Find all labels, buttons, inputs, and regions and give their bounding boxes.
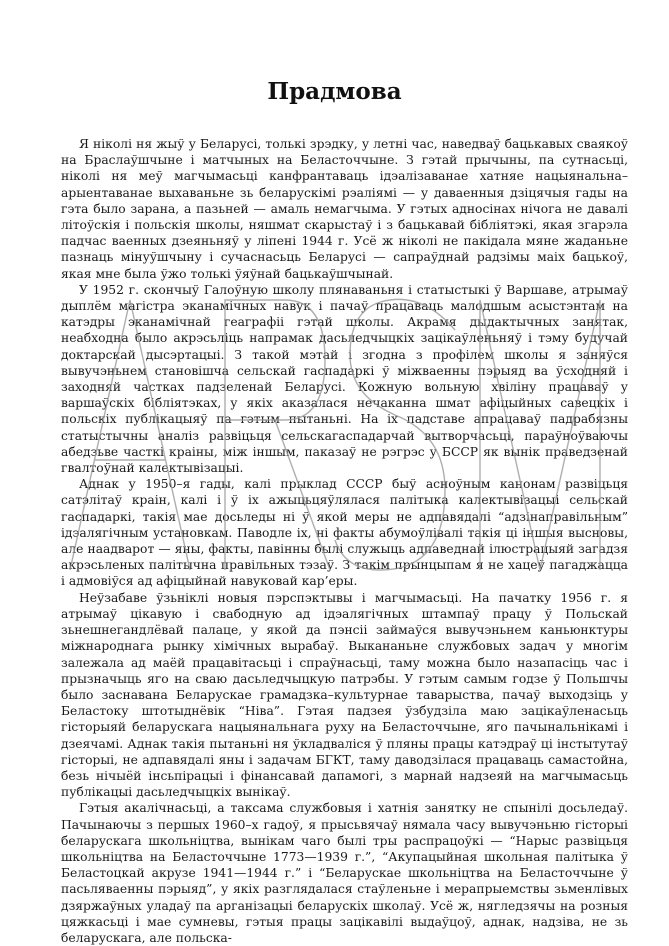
- body-text: [61, 136, 628, 946]
- paragraph-5: Гэтыя акалічнасьці, а таксама службовыя і хатнія занятку не спынілі досьледаў. Пачынаючы з першых 1960–х гадоў, я прысьвячаў нямала часу вывучэньню гісторыі беларускага школьніцтва, вынікам чаго былі тры распрацоўкі — “Нарыс развіцьця школьніцтва на Беласточчыне 1773—1939 г.”, “Акупацыйная школьная палітыка ў Беластоцкай акрузе 1941—1944 г.” і “Беларускае школьніцтва на Беласточчыне ў пасьляваенны пэрыяд”, у якіх разглядалася стаўленьне і мерапрыемствы зьменлівых дзяржаўных уладаў па арганізацыі беларускіх школаў. Усё ж, нягледзячы на розныя цяжкасьці і мае сумневы, гэтыя працы зацікавілі выдаўцоў, аднак, надзіва, не зь беларускага, але польска-: [61, 801, 628, 945]
- paragraph-2: У 1952 г. скончыў Галоўную школу плянаваньня і статыстыкі ў Варшаве, атрымаў дыплём магістра эканамічных навук і пачаў працаваць малодшым асыстэнтам на катэдры эканамічнай геаграфіі гэтай школы. Акрамя дыдактычных занятак, неабходна было акрэсьліць напрамак дасьледчыцкіх зацікаўленьняў і тэму будучай доктарскай дысэртацыі. З такой мэтай і згодна з профілем школы я заняўся вывучэньнем становішча сельскай гаспадаркі ў міжваенны пэрыяд ва ўсходняй і заходняй частках падзеленай Беларусі. Кожную вольную хвіліну працаваў у варшаўскіх бібліятэках, у якіх аказалася нечаканна шмат афіцыйных савецкіх і польскіх публікацыяў па гэтым пытаньні. На іх падставе апрацаваў падрабязны статыстычны аналіз развіцьця сельскагаспадарчай вытворчасьці, параўноўваючы абедзьве часткі краіны, між іншым, паказаў не рэгрэс у БССР як вынік праведзенай гвалтоўнай калектывізацыі.: [61, 282, 628, 476]
- paragraph-4: Неўзабаве ўзьніклі новыя пэрспэктывы і магчымасьці. На пачатку 1956 г. я атрымаў цікавую і свабодную ад ідэалягічных штампаў працу ў Польскай зьнешнегандлёвай палаце, у якой да пэнсіі займаўся вывучэньнем каньюнктуры міжнароднага рынку хімічных вырабаў. Выкананьне службовых задач у многім залежала ад маёй працавітасьці і спраўнасьці, таму можна было назапасіць час і прызначыць яго на сваю дасьледчыцкую патрэбы. У гэтым самым годзе ў Польшчы было заснавана Беларускае грамадзка–культурнае таварыства, пачаў выходзіць у Беластоку штотыднёвік “Ніва”. Гэтая падзея ўзбудзіла маю зацікаўленасьць гісторыяй беларускага нацыянальнага руху на Беласточчыне, яго пачынальнікамі і дзеячамі. Аднак такія пытаньні ня ўкладваліся ў пляны працы катэдраў ці інстытутаў гісторыі, не адпавядалі яны і задачам БГКТ, таму даводзілася працаваць самастойна, безь нічыёй інсьпірацыі і фінансавай дапамогі, з марнай надзеяй на магчымасьць публікацыі дасьледчыцкіх вынікаў.: [61, 590, 628, 800]
- page-title: Прадмова: [267, 78, 402, 105]
- paragraph-1: Я ніколі ня жыў у Беларусі, толькі зрэдку, у летні час, наведваў бацькавых сваякоў на Браслаўшчыне і матчыных на Беласточчыне. З гэтай прычыны, па сутнасьці, ніколі ня меў магчымасьці канфрантаваць ідэалізаванае хатняе нацыянальна–арыентаванае выхаваньне зь беларускімі рэаліямі — у даваенныя дзіцячыя гады на гэта было зарана, а пазьней — амаль немагчыма. У гэтых адносінах нічога не давалі літоўскія і польскія школы, няшмат скарыстаў і з бацькавай бібліятэкі, якая згарэла падчас ваенных дзеяньняў у ліпені 1944 г. Усё ж ніколі не пакідала мяне жаданьне пазнаць мінуўшчыну і сучаснасьць Беларусі — сапраўднай радзімы маіх бацькоў, якая мне была ўжо толькі ўяўнай бацькаўшчынай.: [61, 137, 628, 281]
- paragraph-3: Аднак у 1950–я гады, калі прыклад СССР быў асноўным канонам развіцьця сатэлітаў краін, калі і ў іх ажыцьцяўлялася палітыка калектывізацыі сельскай гаспадаркі, такія мае досьледы ні ў якой меры не адпавядалі “адзінаправільным” ідэалягічным установкам. Паводле іх, ні факты абумоўлівалі такія ці іншыя высновы, але наадварот — яны, факты, павінны былі служыць адпаведнай ілюстрацыяй загадзя акрэсьленых палітычна правільных тэзаў. З такім прынцыпам я не хацеў пагаджацца і адмовіўся ад афіцыйнай навуковай кар’еры.: [61, 477, 628, 589]
